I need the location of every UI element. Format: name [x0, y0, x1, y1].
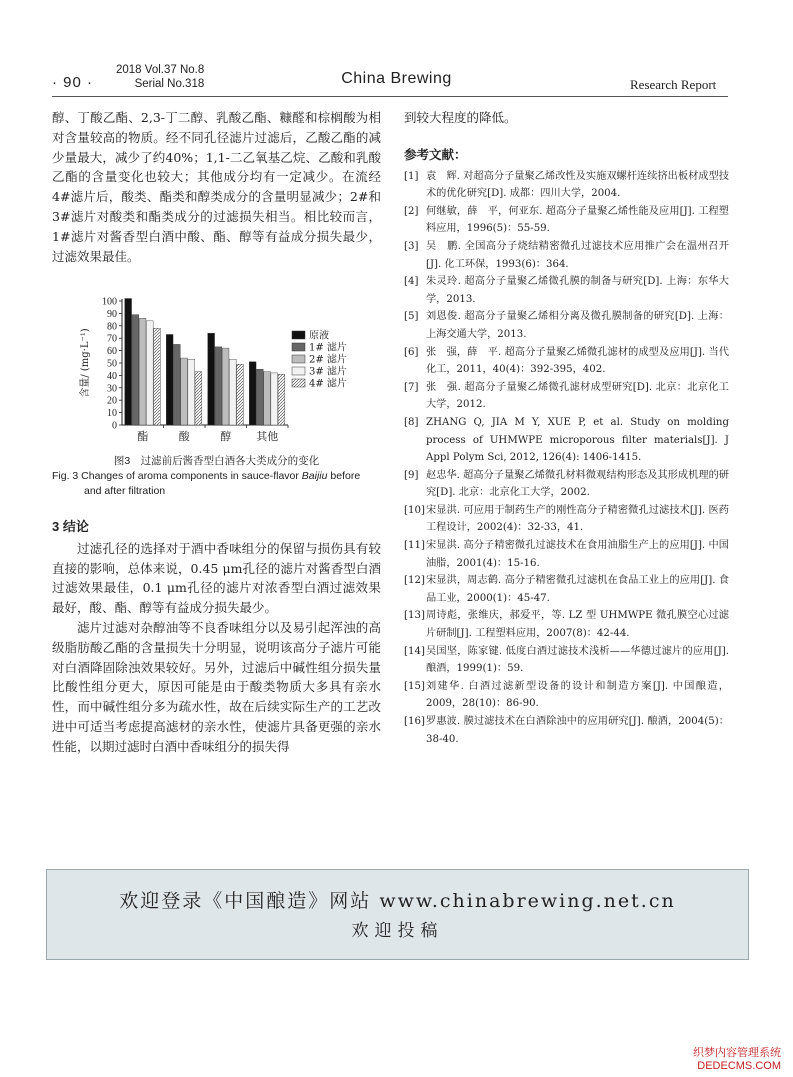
- legend-label: 4# 滤片: [309, 378, 347, 390]
- y-tick-label: 30: [107, 383, 117, 395]
- reference-number: [10]: [404, 504, 425, 516]
- y-tick-label: 0: [112, 420, 117, 432]
- legend-swatch: [292, 331, 305, 339]
- bar: [139, 318, 146, 425]
- bar: [237, 364, 244, 425]
- reference-text: 罗惠波. 膜过滤技术在白酒除浊中的应用研究[J]. 酿酒，2004(5)：38-40.: [426, 716, 729, 745]
- reference-text: 张 强. 超高分子量聚乙烯微孔滤材成型研究[D]. 北京：北京化工大学，2012.: [426, 381, 729, 411]
- figure-caption-cn: 图3 过滤前后酱香型白酒各大类成分的变化: [113, 455, 320, 467]
- reference-number: [6]: [404, 346, 419, 358]
- reference-item: [404, 168, 729, 203]
- bar: [222, 348, 229, 425]
- bar: [215, 347, 222, 425]
- watermark-line1: 织梦内容管理系统: [693, 1047, 781, 1059]
- reference-text: 张 强，薛 平. 超高分子量聚乙烯微孔滤材的成型及应用[J]. 当代化工，2011，40(4)：392-395，402.: [426, 346, 729, 376]
- serial-line: Serial No.318: [134, 78, 205, 90]
- reference-item: [404, 537, 729, 572]
- reference-text: 宋显洪，周志鹤. 高分子精密微孔过滤机在食品工业上的应用[J]. 食品工业，2000(1)：45-47.: [426, 575, 729, 604]
- bar: [249, 362, 256, 425]
- paragraph-conclusion-1: 过滤孔径的选择对于酒中香味组分的保留与损伤具有较直接的影响，总体来说，0.45 μm孔径的滤片对酱香型白酒过滤效果最佳，0.1 μm孔径的滤片对浓香型白酒过滤效果最好，酸、酯、醇等有益成分损失最少。: [52, 540, 381, 616]
- y-tick-label: 70: [107, 333, 117, 345]
- figure-caption: [52, 454, 381, 499]
- page-number: · 90 ·: [52, 74, 94, 91]
- x-tick-label: 酯: [137, 430, 149, 443]
- reference-item: [404, 203, 729, 238]
- journal-title: China Brewing: [341, 70, 452, 87]
- bar: [146, 321, 153, 425]
- bar: [195, 372, 202, 425]
- reference-number: [11]: [404, 540, 425, 552]
- reference-text: 刘建华. 白酒过滤新型设备的设计和制造方案[J]. 中国酿造，2009，28(10)：86-90.: [426, 680, 729, 710]
- reference-number: [7]: [404, 381, 419, 393]
- reference-text: 刘恩俊. 超高分子量聚乙烯相分离及微孔膜制备的研究[D]. 上海：上海交通大学，2013.: [426, 311, 729, 340]
- reference-text: ZHANG Q, JIA M Y, XUE P, et al. Study on molding process of UHMWPE microporous filter materials[J]. J Appl Polym Sci, 2012, 126(4): 1406-1415.: [426, 416, 729, 464]
- paragraph-results-end: 醇、丁酸乙酯、2,3-丁二醇、乳酸乙酯、糠醛和棕榈酸为相对含量较高的物质。经不同孔径滤片过滤后，乙酸乙酯的减少量最大，减少了约40%；1,1-二乙氧基乙烷、乙酸和乳酸乙酯的含量变化也较大；其他成分均有一定减少。在流经4#滤片后，酸类、酯类和醇类成分的含量明显减少；2#和3#滤片对酸类和酯类成分的过滤损失相当。相比较而言，1#滤片对酱香型白酒中酸、酯、醇等有益成分损失最少，过滤效果最佳。: [52, 110, 381, 264]
- legend-swatch: [292, 355, 305, 363]
- legend-swatch: [292, 379, 305, 387]
- reference-text: 吴国坚，陈家键. 低度白酒过滤技术浅析——华德过滤片的应用[J]. 酿酒，1999(1)：59.: [426, 645, 729, 675]
- figure-caption-en-line2: and after filtration: [84, 485, 166, 497]
- y-tick-label: 50: [107, 358, 117, 370]
- reference-number: [12]: [404, 575, 425, 587]
- caption-en-italic: Baijiu: [301, 470, 328, 482]
- figure-3: [52, 287, 381, 500]
- reference-item: [404, 414, 729, 467]
- reference-item: [404, 643, 729, 678]
- conclusion-block: [52, 513, 381, 757]
- y-tick-label: 10: [107, 408, 117, 420]
- left-column: [52, 108, 381, 266]
- section-title-conclusion: 3 结论: [52, 519, 89, 534]
- bar-chart: [52, 287, 381, 452]
- bar: [278, 374, 285, 425]
- bar: [125, 299, 132, 425]
- legend-label: 原液: [309, 330, 329, 342]
- bar: [154, 328, 161, 425]
- figure-caption-en: [52, 469, 381, 484]
- legend-label: 1# 滤片: [309, 342, 347, 354]
- reference-number: [14]: [404, 645, 425, 657]
- legend-swatch: [292, 367, 305, 375]
- references-title: 参考文献：: [404, 147, 467, 162]
- reference-number: [16]: [404, 716, 425, 727]
- reference-text: 宋显洪. 高分子精密微孔过滤技术在食用油脂生产上的应用[J]. 中国油脂，2001(4)：15-16.: [426, 540, 729, 569]
- x-tick-label: 酸: [178, 430, 190, 443]
- reference-number: [3]: [404, 240, 419, 252]
- reference-text: 朱灵玲. 超高分子量聚乙烯微孔膜的制备与研究[D]. 上海：东华大学，2013.: [426, 276, 729, 305]
- reference-item: [404, 344, 729, 379]
- legend-label: 2# 滤片: [309, 354, 347, 366]
- bar: [208, 333, 215, 425]
- paragraph-continuation: 到较大程度的降低。: [404, 110, 517, 125]
- reference-list: [404, 168, 729, 749]
- reference-item: [404, 467, 729, 502]
- bar: [256, 369, 263, 425]
- footer-banner: [46, 869, 749, 960]
- reference-item: [404, 502, 729, 537]
- x-tick-label: 其他: [256, 430, 279, 443]
- bar: [166, 334, 173, 425]
- reference-text: 袁 辉. 对超高分子量聚乙烯改性及实施双螺杆连续挤出板材成型技术的优化研究[D]. 成都：四川大学，2004.: [426, 170, 729, 200]
- section-label: Research Report: [630, 77, 717, 92]
- y-tick-label: 100: [102, 296, 117, 308]
- volume-line: 2018 Vol.37 No.8: [116, 64, 205, 76]
- bar: [132, 315, 139, 425]
- reference-text: 吴 鹏. 全国高分子烧结精密微孔过滤技术应用推广会在温州召开[J]. 化工环保，1993(6)：364.: [426, 240, 729, 270]
- reference-number: [1]: [404, 170, 419, 182]
- reference-text: 何继敏，薛 平，何亚东. 超高分子量聚乙烯性能及应用[J]. 工程塑料应用，1996(5)：55-59.: [426, 205, 729, 235]
- reference-text: 周诗彪，张维庆，郝爱平，等. LZ 型 UHMWPE 微孔膜空心过滤片研制[J]. 工程塑料应用，2007(8)：42-44.: [426, 610, 729, 640]
- header-rule: [52, 96, 728, 97]
- reference-number: [15]: [404, 680, 425, 692]
- bar: [264, 372, 271, 425]
- y-tick-label: 60: [107, 346, 117, 358]
- bar: [229, 359, 236, 425]
- reference-number: [8]: [404, 416, 419, 428]
- reference-text: 赵忠华. 超高分子量聚乙烯微孔材料微观结构形态及其形成机理的研究[D]. 北京：北京化工大学，2002.: [426, 469, 729, 499]
- watermark-line2: DEDECMS.COM: [697, 1060, 781, 1072]
- x-tick-label: 醇: [220, 430, 232, 443]
- caption-en-part2: before: [327, 470, 361, 482]
- bar: [173, 344, 180, 425]
- reference-item: [404, 379, 729, 414]
- y-tick-label: 40: [107, 370, 117, 382]
- y-tick-label: 90: [107, 308, 117, 320]
- reference-item: [404, 713, 729, 748]
- reference-number: [9]: [404, 469, 419, 481]
- y-axis-label: 含量/ (mg·L⁻¹): [80, 328, 91, 398]
- legend-swatch: [292, 343, 305, 351]
- reference-number: [5]: [404, 311, 419, 323]
- caption-en-part1: Fig. 3 Changes of aroma components in sauce-flavor: [52, 470, 302, 482]
- reference-item: [404, 572, 729, 607]
- reference-text: 宋显洪. 可应用于制药生产的刚性高分子精密微孔过滤技术[J]. 医药工程设计，2002(4)：32-33，41.: [426, 504, 729, 534]
- right-column: [404, 108, 729, 748]
- watermark: [693, 1047, 781, 1073]
- reference-item: [404, 678, 729, 713]
- reference-item: [404, 308, 729, 343]
- bar: [271, 373, 278, 425]
- reference-number: [13]: [404, 610, 425, 622]
- y-tick-label: 20: [107, 395, 117, 407]
- reference-item: [404, 273, 729, 308]
- reference-item: [404, 607, 729, 642]
- legend-label: 3# 滤片: [309, 366, 347, 378]
- bar: [188, 359, 195, 425]
- y-tick-label: 80: [107, 321, 117, 333]
- banner-submit-line: 欢迎投稿: [351, 921, 444, 941]
- reference-number: [4]: [404, 276, 419, 288]
- reference-item: [404, 238, 729, 273]
- banner-website-line[interactable]: 欢迎登录《中国酿造》网站 www.chinabrewing.net.cn: [119, 890, 676, 912]
- bar: [181, 358, 188, 425]
- paragraph-conclusion-2: 滤片过滤对杂醇油等不良香味组分以及易引起浑浊的高级脂肪酸乙酯的含量损失十分明显，说明该高分子滤片可能对白酒降固除浊效果较好。另外，过滤后中碱性组分损失量比酸性组分更大，原因可能是由于酸类物质大多具有亲水性，而中碱性组分多为疏水性，故在后续实际生产的工艺改进中可适当考虑提高滤材的亲水性，使滤片具备更强的亲水性能，以期过滤时白酒中香味组分的损失得: [52, 619, 381, 754]
- reference-number: [2]: [404, 205, 419, 217]
